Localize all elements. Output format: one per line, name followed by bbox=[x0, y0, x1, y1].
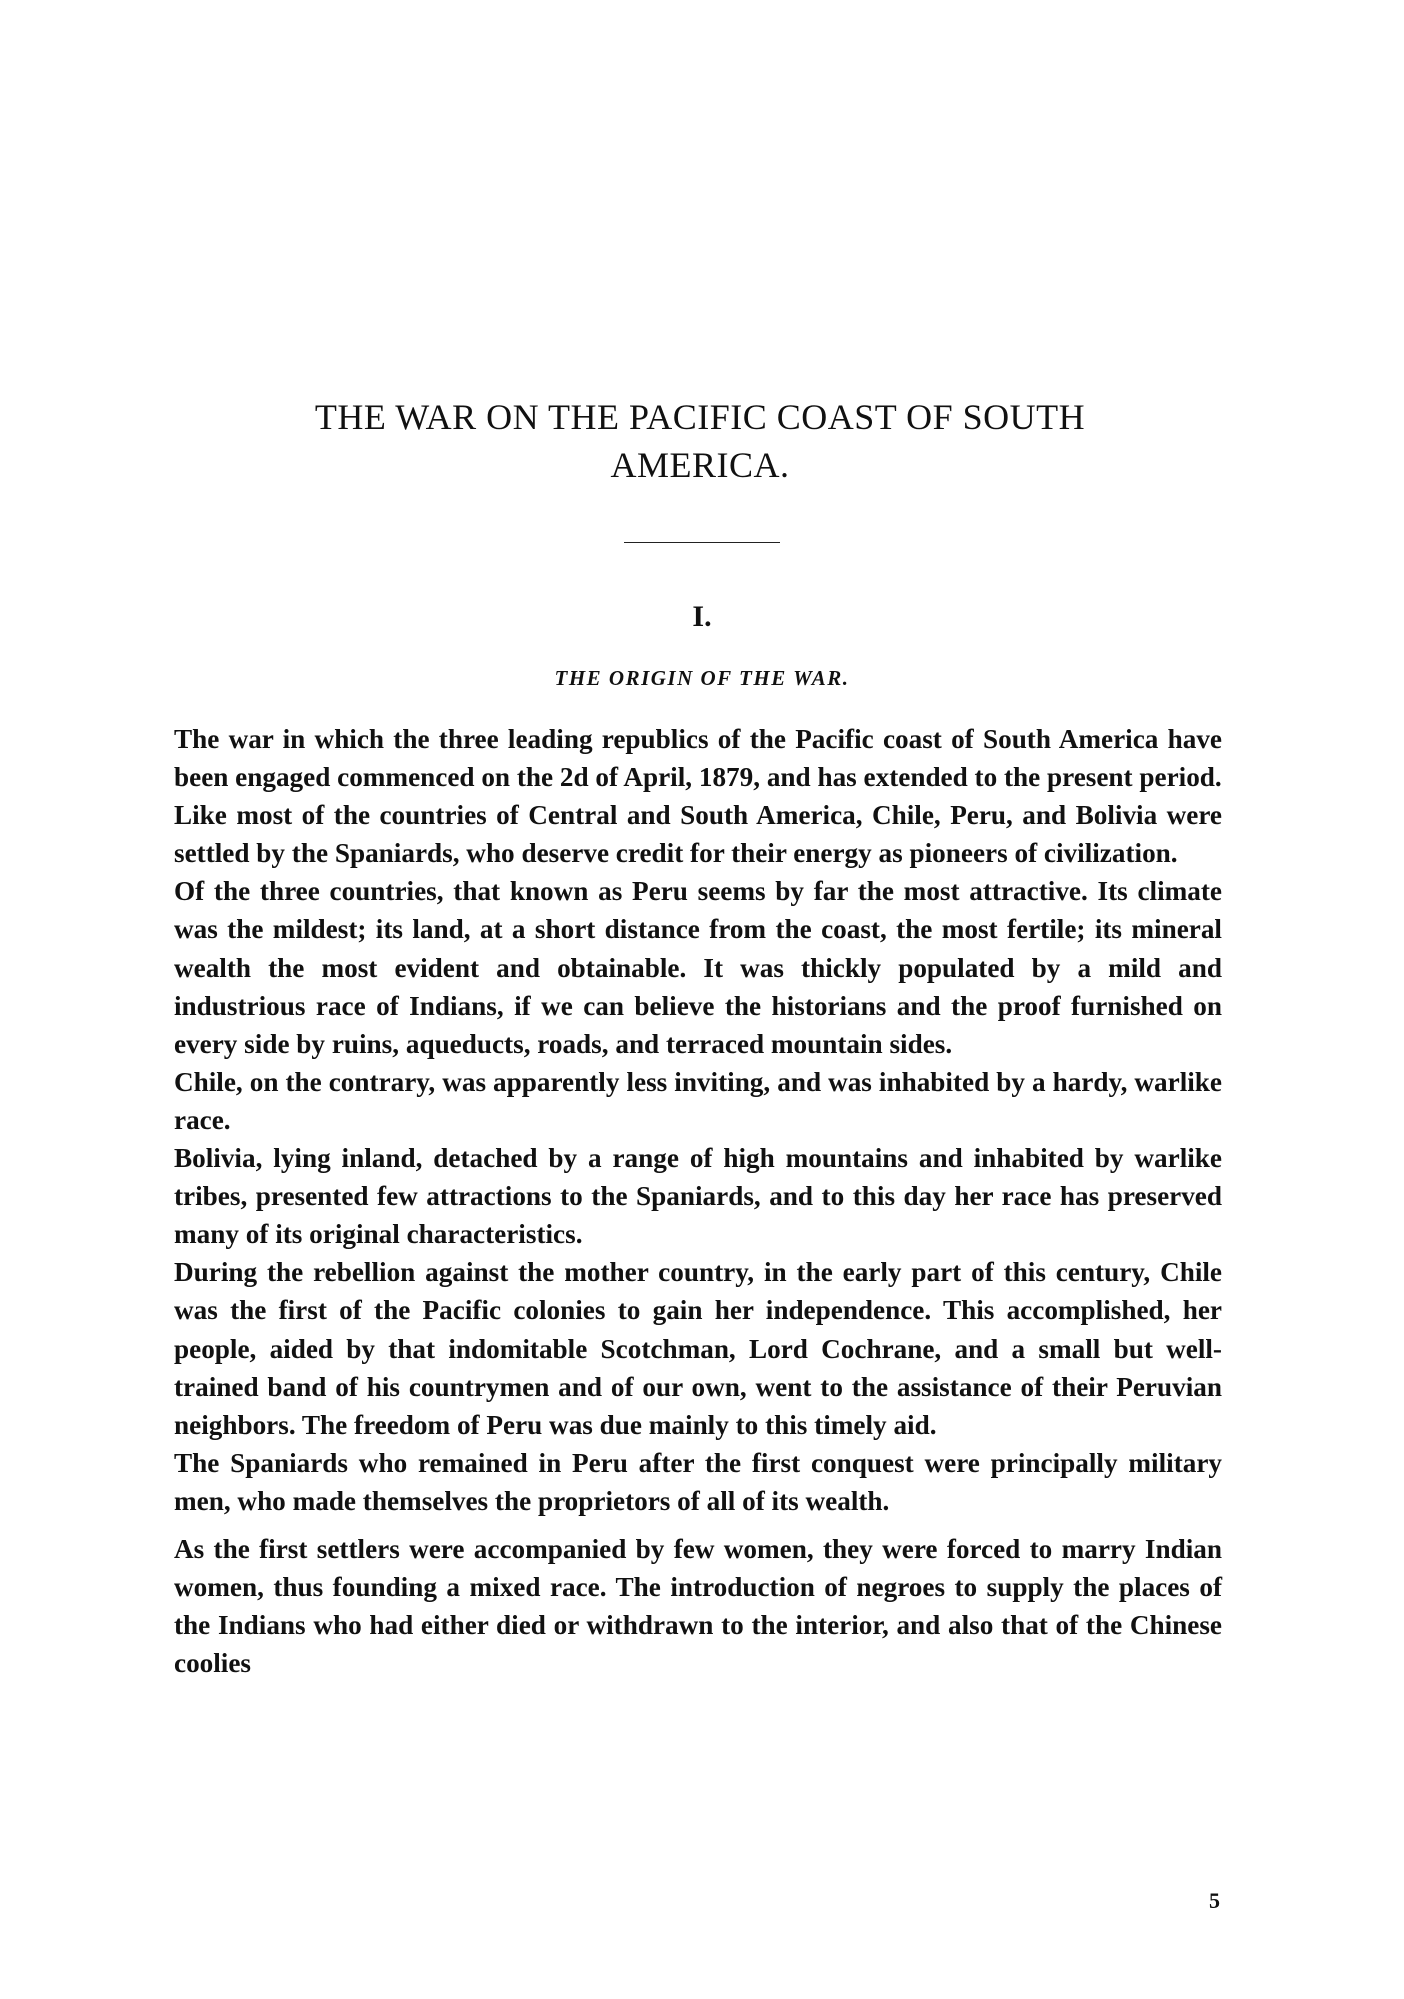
paragraph-8: As the first settlers were accompanied by few women, they were forced to marry Indian women, thus founding a mixed race. The introduction of negroes to supply the places of the Indians who had either died or withdrawn to the interior, and also that of the Chinese coolies bbox=[174, 1533, 1222, 1679]
page-title bbox=[170, 393, 1230, 489]
title-divider bbox=[624, 542, 780, 543]
chapter-heading: THE ORIGIN OF THE WAR. bbox=[554, 666, 850, 690]
paragraph-1: The war in which the three leading republics of the Pacific coast of South America have been engaged commenced on the 2d of April, 1879, and has extended to the present period. bbox=[174, 724, 1222, 793]
title-line-2: AMERICA. bbox=[610, 445, 790, 485]
title-line-1: THE WAR ON THE PACIFIC COAST OF SOUTH bbox=[314, 397, 1086, 437]
paragraph-7: The Spaniards who remained in Peru after the first conquest were principally military men, who made themselves the proprietors of all of its wealth. bbox=[174, 1447, 1222, 1516]
chapter-number: I. bbox=[692, 600, 712, 633]
paragraph-3: Of the three countries, that known as Peru seems by far the most attractive. Its climate was the mildest; its land, at a short distance from the coast, the most fertile; its mineral wealth the most evident and obtainable. It was thickly populated by a mild and industrious race of Indians, if we can believe the historians and the proof furnished on every side by ruins, aqueducts, roads, and terraced mountain sides. bbox=[174, 876, 1222, 1059]
paragraph-5: Bolivia, lying inland, detached by a range of high mountains and inhabited by warlike tribes, presented few attractions to the Spaniards, and to this day her race has preserved many of its original characteristics. bbox=[174, 1143, 1222, 1250]
paragraph-4: Chile, on the contrary, was apparently less inviting, and was inhabited by a hardy, warlike race. bbox=[174, 1066, 1222, 1135]
paragraph-6: During the rebellion against the mother country, in the early part of this century, Chile was the first of the Pacific colonies to gain her independence. This accomplished, her people, aided by that indomitable Scotchman, Lord Cochrane, and a small but well-trained band of his countrymen and of our own, went to the assistance of their Peruvian neighbors. The freedom of Peru was due mainly to this timely aid. bbox=[174, 1257, 1222, 1440]
body-text bbox=[174, 720, 1222, 1682]
paragraph-2: Like most of the countries of Central and South America, Chile, Peru, and Bolivia were settled by the Spaniards, who deserve credit for their energy as pioneers of civilization. bbox=[174, 800, 1222, 869]
page-number: 5 bbox=[1209, 1888, 1220, 1913]
